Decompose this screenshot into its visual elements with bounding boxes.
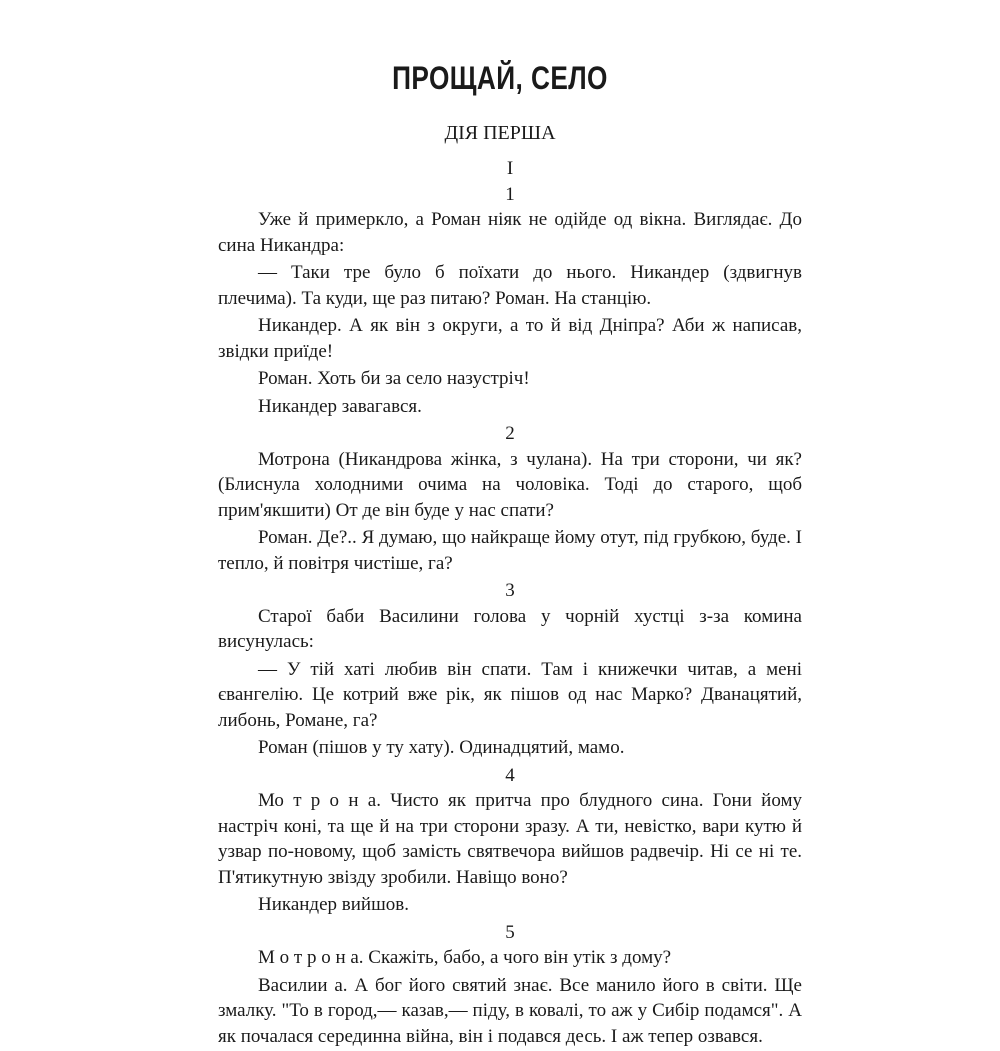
page-title: ПРОЩАЙ, СЕЛО	[392, 60, 608, 96]
paragraph: Роман. Де?.. Я думаю, що найкраще йому отут, під грубкою, буде. І тепло, й повітря чистіше, га?	[218, 527, 802, 574]
paragraph: Никандер. А як він з округи, а то й від Дніпра? Аби ж написав, звідки приїде!	[218, 315, 802, 362]
paragraph: Мотрона (Никандрова жінка, з чулана). На три сторони, чи як? (Блиснула холодними очима на чоловіка. Тоді до старого, щоб прим'якшити) От де він буде у нас спати?	[218, 448, 802, 521]
paragraph: М о т р о н а. Скажіть, бабо, а чого він утік з дому?	[258, 947, 672, 968]
part-heading: І	[506, 158, 514, 179]
section-number: 3	[505, 580, 515, 601]
paragraph: Василии а. А бог його святий знає. Все манило його в світи. Ще змалку. "То в город,— казав,— піду, в ковалі, то аж у Сибір подамся". А як почалася серединна війна, він і подався десь. І аж тепер озвався.	[218, 974, 802, 1047]
section-number: 5	[505, 921, 515, 943]
paragraph: Никандер завагався.	[258, 395, 422, 417]
paragraph: Никандер вийшов.	[258, 894, 409, 915]
section-number: 1	[505, 183, 515, 205]
paragraph: — У тій хаті любив він спати. Там і книжечки читав, а мені євангелію. Це котрий вже рік, як пішов од нас Марко? Дванацятий, либонь, Романе, га?	[218, 658, 802, 731]
paragraph: Роман (пішов у ту хату). Одинадцятий, мамо.	[258, 737, 625, 758]
section-number: 2	[505, 423, 515, 444]
paragraph: Уже й примеркло, а Роман ніяк не одійде од вікна. Виглядає. До сина Никандра:	[218, 209, 802, 256]
paragraph: Старої баби Василини голова у чорній хустці з-за комина висунулась:	[218, 605, 802, 652]
paragraph: Роман. Хоть би за село назустріч!	[258, 368, 530, 389]
paragraph: Мо т р о н а. Чисто як притча про блудного сина. Гони йому настріч коні, та ще й на три сторони зразу. А ти, невістко, вари кутю й узвар по-новому, щоб замість святвечора вийшов радвечір. Ні се ні те. П'ятикутную звізду зробили. Навіщо воно?	[218, 790, 802, 888]
act-heading: ДІЯ ПЕРША	[444, 122, 556, 144]
paragraph: — Таки тре було б поїхати до нього. Никандер (здвигнув плечима). Та куди, ще раз питаю? Роман. На станцію.	[218, 262, 802, 309]
text-body	[218, 156, 802, 1051]
section-number: 4	[505, 764, 515, 786]
